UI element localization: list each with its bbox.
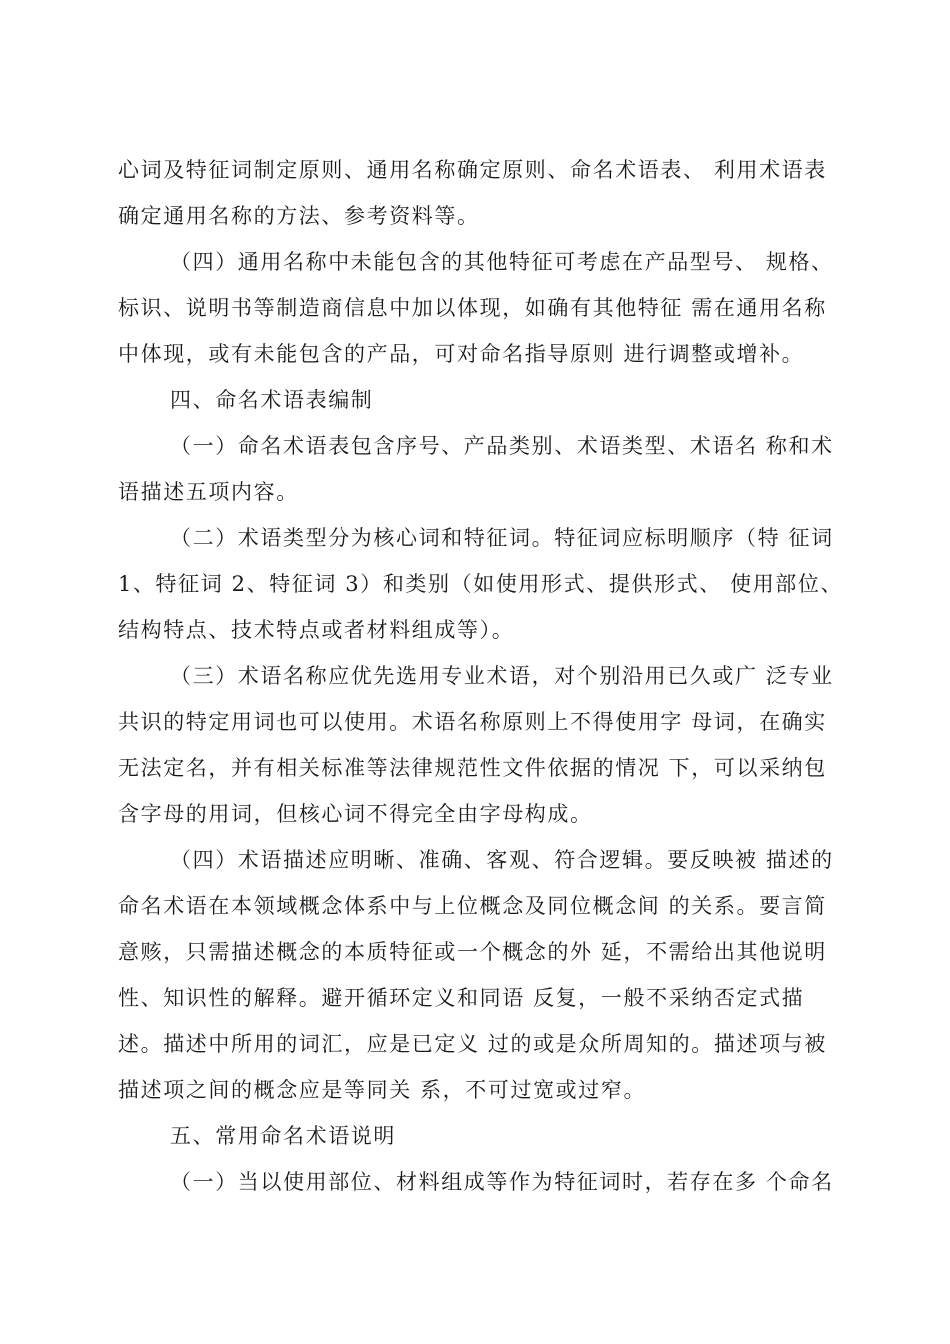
text-line: 命名术语在本领域概念体系中与上位概念及同位概念间 的关系。要言简 <box>118 894 827 918</box>
text-line: 无法定名，并有相关标准等法律规范性文件依据的情况 下，可以采纳包 <box>118 756 827 780</box>
text-line: （三）术语名称应优先选用专业术语，对个别沿用已久或广 泛专业 <box>170 664 834 688</box>
section-heading: 四、命名术语表编制 <box>170 388 374 412</box>
text-line: 标识、说明书等制造商信息中加以体现，如确有其他特征 需在通用名称 <box>118 296 827 320</box>
text-line: 共识的特定用词也可以使用。术语名称原则上不得使用字 母词，在确实 <box>118 710 827 734</box>
section-heading: 五、常用命名术语说明 <box>170 1124 396 1148</box>
text-line: （四）术语描述应明晰、准确、客观、符合逻辑。要反映被 描述的 <box>170 848 834 872</box>
text-line: （四）通用名称中未能包含的其他特征可考虑在产品型号、 规格、 <box>170 250 834 274</box>
text-line: 含字母的用词，但核心词不得完全由字母构成。 <box>118 802 593 826</box>
text-line: 1、特征词 2、特征词 3）和类别（如使用形式、提供形式、 使用部位、 <box>118 572 844 596</box>
text-line: 心词及特征词制定原则、通用名称确定原则、命名术语表、 利用术语表 <box>118 158 827 182</box>
text-line: 述。描述中所用的词汇，应是已定义 过的或是众所周知的。描述项与被 <box>118 1032 827 1056</box>
text-line: 意赅，只需描述概念的本质特征或一个概念的外 延，不需给出其他说明 <box>118 940 827 964</box>
text-line: 性、知识性的解释。避开循环定义和同语 反复，一般不采纳否定式描 <box>118 986 805 1010</box>
text-line: 中体现，或有未能包含的产品，可对命名指导原则 进行调整或增补。 <box>118 342 805 366</box>
text-line: 语描述五项内容。 <box>118 480 299 504</box>
text-line: （二）术语类型分为核心词和特征词。特征词应标明顺序（特 征词 <box>170 526 834 550</box>
text-line: 结构特点、技术特点或者材料组成等）。 <box>118 618 515 642</box>
text-line: 描述项之间的概念应是等同关 系，不可过宽或过窄。 <box>118 1078 647 1102</box>
text-line: 确定通用名称的方法、参考资料等。 <box>118 204 480 228</box>
text-line: （一）当以使用部位、材料组成等作为特征词时，若存在多 个命名 <box>170 1170 834 1194</box>
text-line: （一）命名术语表包含序号、产品类别、术语类型、术语名 称和术 <box>170 434 834 458</box>
